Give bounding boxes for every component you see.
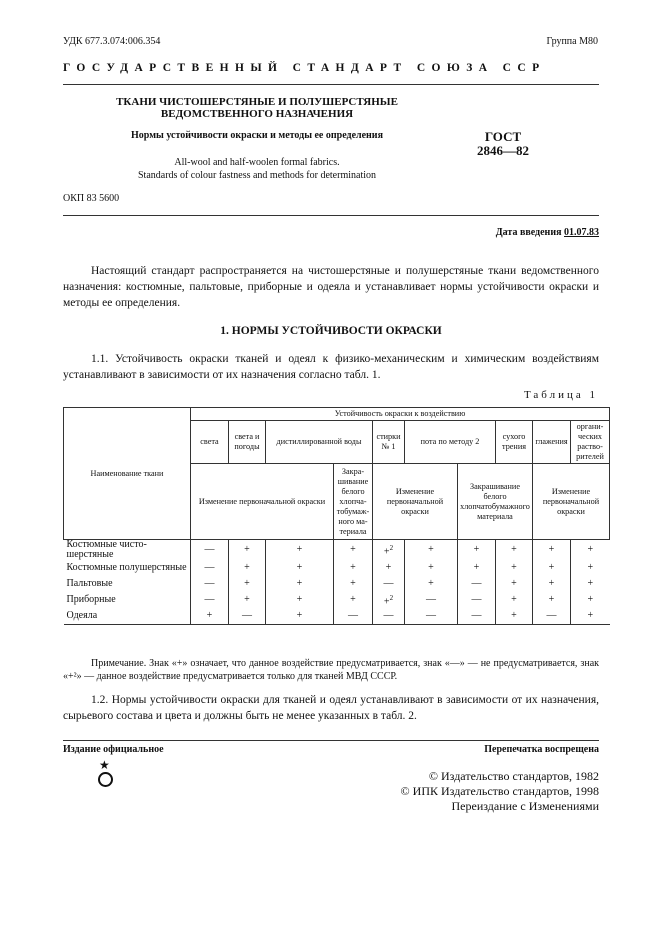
effective-date xyxy=(496,227,599,238)
subheader-stain-2: Закрашивание белого хлопчатобумажного материала xyxy=(458,464,533,540)
superscript: 2 xyxy=(389,543,394,552)
subheader-change-3: Изменение первоначальной окраски xyxy=(533,464,610,540)
col-washing: стирки № 1 xyxy=(373,421,405,464)
title-line-1: ТКАНИ ЧИСТОШЕРСТЯНЫЕ И ПОЛУШЕРСТЯНЫЕ xyxy=(116,96,398,108)
intro-paragraph: Настоящий стандарт распространяется на чистошерстяные и полушерстяные ткани ведомственного назначения: костюмные, пальтовые, приборные и одеяла и устанавливает нормы устойчивости окраски и методы ее определения. xyxy=(63,265,599,309)
table-cell: + xyxy=(496,608,533,625)
table-cell: — xyxy=(405,608,458,625)
table-cell: + xyxy=(229,540,266,561)
table-cell: + xyxy=(571,540,610,561)
copyright-block xyxy=(401,769,599,814)
circle-icon xyxy=(98,772,113,787)
table-cell: + xyxy=(229,560,266,576)
subheader-change-2: Изменение первоначальной окраски xyxy=(373,464,458,540)
divider xyxy=(63,215,599,216)
table-1 xyxy=(63,407,610,625)
table-row xyxy=(64,560,610,576)
table-cell: + xyxy=(229,576,266,592)
table-cell: + xyxy=(266,560,334,576)
superscript: 2 xyxy=(389,593,394,602)
table-header-group: Устойчивость окраски к воздействию xyxy=(191,408,610,421)
copyright-1998: © ИПК Издательство стандартов, 1998 xyxy=(400,784,599,798)
table-cell: — xyxy=(191,592,229,608)
table-cell: + xyxy=(533,540,571,561)
row-name: Пальтовые xyxy=(66,578,113,589)
table-cell: + xyxy=(334,576,373,592)
group-code: Группа М80 xyxy=(546,36,598,47)
paragraph-1-2: 1.2. Нормы устойчивости окраски для тканей и одеял устанавливают в зависимости от их назначения, сырьевого состава и цвета и должны быть не менее указанных в табл. 2. xyxy=(63,694,599,722)
table-cell: + xyxy=(334,560,373,576)
table-cell: + xyxy=(533,576,571,592)
row-name: Одеяла xyxy=(64,608,191,625)
english-title-line-1: All-wool and half-woolen formal fabrics. xyxy=(174,157,340,168)
reissue-note: Переиздание с Изменениями xyxy=(451,799,599,813)
table-cell: + xyxy=(571,608,610,625)
table-cell: + xyxy=(405,560,458,576)
table-cell: + xyxy=(458,560,496,576)
table-cell: + xyxy=(191,608,229,625)
table-cell: — xyxy=(533,608,571,625)
table-cell: — xyxy=(458,576,496,592)
row-name: Приборные xyxy=(66,594,116,605)
table-cell: — xyxy=(334,608,373,625)
table-cell: — xyxy=(405,592,458,608)
paragraph-1-1: 1.1. Устойчивость окраски тканей и одеял к физико-механическим и химическим воздействиям устанавливают в зависимости от их назначения согласно табл. 1. xyxy=(63,353,599,381)
gost-number-block xyxy=(458,130,548,158)
title-line-2: ВЕДОМСТВЕННОГО НАЗНАЧЕНИЯ xyxy=(160,108,354,120)
udk-code: УДК 677.3.074:006.354 xyxy=(63,36,161,47)
table-cell: + xyxy=(373,560,405,576)
table-cell: + xyxy=(533,592,571,608)
col-ironing: глажения xyxy=(533,421,571,464)
table-cell: + xyxy=(266,592,334,608)
table-cell: + xyxy=(405,576,458,592)
table-body xyxy=(64,540,610,625)
effective-date-label: Дата введения xyxy=(495,227,562,238)
english-title-line-2: Standards of colour fastness and methods for determination xyxy=(138,169,376,181)
row-name: Костюмные чистошерстяные xyxy=(64,540,191,561)
table-cell: + xyxy=(334,540,373,561)
gost-number: 2846—82 xyxy=(477,143,529,158)
star-icon: ★ xyxy=(99,758,110,772)
table-cell: — xyxy=(191,576,229,592)
table-cell: + xyxy=(458,540,496,561)
table-row xyxy=(64,576,610,592)
table-cell: — xyxy=(373,608,405,625)
table-cell: + xyxy=(266,540,334,561)
table-cell: — xyxy=(191,540,229,561)
document-title xyxy=(63,96,451,120)
table-row xyxy=(64,540,610,561)
table-cell: +$^2$ xyxy=(373,540,405,561)
section-1-title: 1. НОРМЫ УСТОЙЧИВОСТИ ОКРАСКИ xyxy=(220,325,442,337)
gost-label: ГОСТ xyxy=(484,129,522,144)
table-cell: + xyxy=(229,592,266,608)
table-cell: + xyxy=(571,560,610,576)
table-cell: + xyxy=(266,576,334,592)
col-dry-rubbing: сухого трения xyxy=(496,421,533,464)
col-light-weather: света и погоды xyxy=(229,421,266,464)
col-distilled-water: дистиллированной воды xyxy=(266,421,373,464)
table-row xyxy=(64,608,610,625)
table-cell: + xyxy=(334,592,373,608)
subheader-change: Изменение первоначальной окраски xyxy=(191,464,334,540)
table-cell: — xyxy=(458,592,496,608)
table-cell: — xyxy=(458,608,496,625)
table-cell: + xyxy=(533,560,571,576)
table-header-name: Наименование ткани xyxy=(64,408,191,540)
col-organic-solvents: органических растворителей xyxy=(571,421,610,464)
table-cell: + xyxy=(571,592,610,608)
table-cell: + xyxy=(266,608,334,625)
table-cell: + xyxy=(496,592,533,608)
table-cell: — xyxy=(191,560,229,576)
table-cell: + xyxy=(496,576,533,592)
reprint-prohibited: Перепечатка воспрещена xyxy=(484,744,599,755)
official-edition: Издание официальное xyxy=(63,744,164,755)
table-row xyxy=(64,592,610,608)
table-cell: + xyxy=(496,540,533,561)
table-cell: +$^2$ xyxy=(373,592,405,608)
document-subtitle: Нормы устойчивости окраски и методы ее определения xyxy=(131,130,383,141)
divider xyxy=(63,84,599,85)
table-cell: — xyxy=(229,608,266,625)
table-cell: + xyxy=(405,540,458,561)
col-light: света xyxy=(191,421,229,464)
table-note: Примечание. Знак «+» означает, что данное воздействие предусматривается, знак «—» — не предусматривается, знак «+²» — данное воздействие предусматривается только для тканей МВД СССР. xyxy=(63,658,599,682)
effective-date-value: 01.07.83 xyxy=(564,227,599,238)
state-standard-banner: ГОСУДАРСТВЕННЫЙ СТАНДАРТ СОЮЗА ССР xyxy=(63,62,546,74)
english-title xyxy=(63,157,451,182)
subheader-stain: Закрашивание белого хлопчатобумажного материала xyxy=(334,464,373,540)
table-label: Таблица 1 xyxy=(523,389,598,401)
copyright-1982: © Издательство стандартов, 1982 xyxy=(428,769,599,783)
col-sweat: пота по методу 2 xyxy=(405,421,496,464)
row-name: Костюмные полушерстяные xyxy=(66,562,187,573)
okp-code: ОКП 83 5600 xyxy=(63,193,120,204)
table-cell: + xyxy=(571,576,610,592)
table-cell: + xyxy=(496,560,533,576)
table-cell: — xyxy=(373,576,405,592)
divider xyxy=(63,740,599,741)
